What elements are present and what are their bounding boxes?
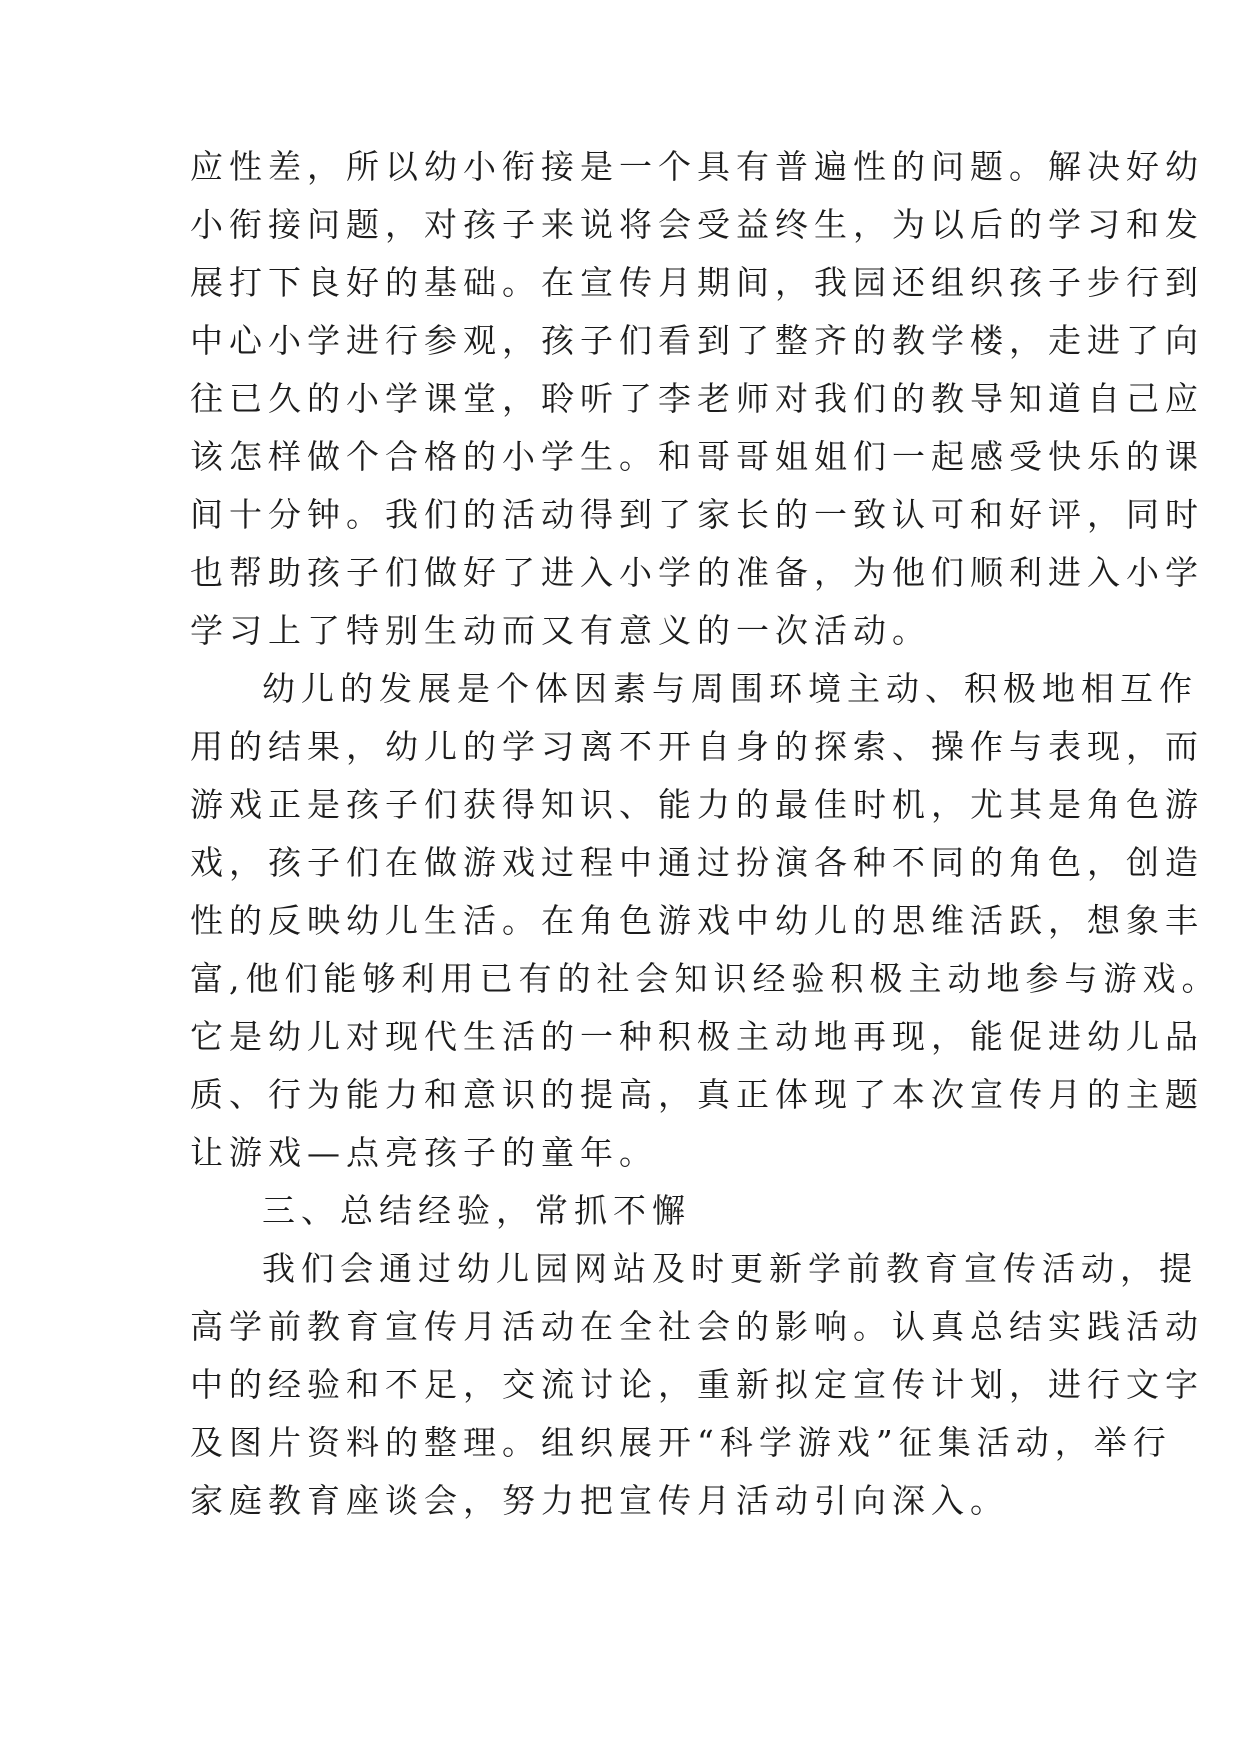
text-line: 也帮助孩子们做好了进入小学的准备，为他们顺利进入小学 [190, 553, 1204, 592]
text-line: 及图片资料的整理。组织展开“科学游戏”征集活动，举行 [190, 1423, 1172, 1462]
text-line: 应性差，所以幼小衔接是一个具有普遍性的问题。解决好幼 [190, 147, 1204, 186]
text-line: 它是幼儿对现代生活的一种积极主动地再现，能促进幼儿品 [190, 1017, 1204, 1056]
text-line: 戏，孩子们在做游戏过程中通过扮演各种不同的角色，创造 [190, 843, 1204, 882]
text-line: 该怎样做个合格的小学生。和哥哥姐姐们一起感受快乐的课 [190, 437, 1204, 476]
paragraph-start-line: 幼儿的发展是个体因素与周围环境主动、积极地相互作 [262, 669, 1198, 708]
text-line: 让游戏—点亮孩子的童年。 [190, 1133, 658, 1172]
text-line: 性的反映幼儿生活。在角色游戏中幼儿的思维活跃，想象丰 [190, 901, 1204, 940]
document-body [190, 138, 1221, 1530]
text-line: 中心小学进行参观，孩子们看到了整齐的教学楼，走进了向 [190, 321, 1204, 360]
text-line: 质、行为能力和意识的提高，真正体现了本次宣传月的主题 [190, 1075, 1204, 1114]
text-line: 小衔接问题，对孩子来说将会受益终生，为以后的学习和发 [190, 205, 1204, 244]
text-line: 展打下良好的基础。在宣传月期间，我园还组织孩子步行到 [190, 263, 1204, 302]
section-heading: 三、总结经验，常抓不懈 [262, 1191, 691, 1230]
text-line: 富,他们能够利用已有的社会知识经验积极主动地参与游戏。 [190, 959, 1221, 998]
paragraph-start-line: 我们会通过幼儿园网站及时更新学前教育宣传活动，提 [262, 1249, 1198, 1288]
text-line: 学习上了特别生动而又有意义的一次活动。 [190, 611, 931, 650]
text-line: 家庭教育座谈会，努力把宣传月活动引向深入。 [190, 1481, 1009, 1520]
text-line: 往已久的小学课堂，聆听了李老师对我们的教导知道自己应 [190, 379, 1204, 418]
text-line: 游戏正是孩子们获得知识、能力的最佳时机，尤其是角色游 [190, 785, 1204, 824]
text-line: 间十分钟。我们的活动得到了家长的一致认可和好评，同时 [190, 495, 1204, 534]
text-line: 高学前教育宣传月活动在全社会的影响。认真总结实践活动 [190, 1307, 1204, 1346]
text-line: 中的经验和不足，交流讨论，重新拟定宣传计划，进行文字 [190, 1365, 1204, 1404]
text-line: 用的结果，幼儿的学习离不开自身的探索、操作与表现，而 [190, 727, 1204, 766]
